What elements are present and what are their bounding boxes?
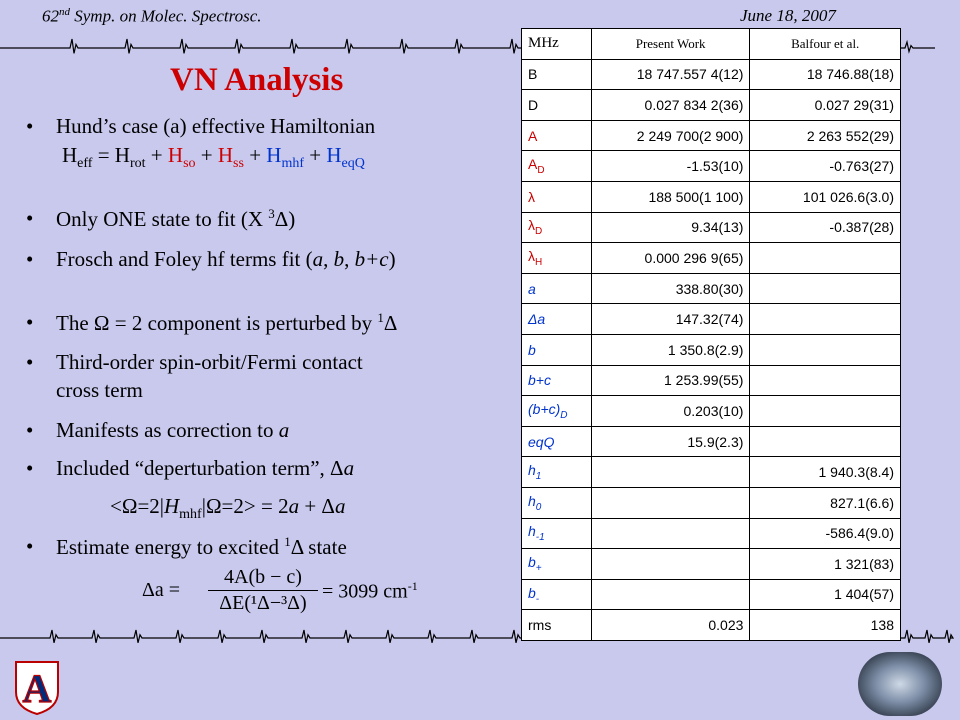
table-row <box>522 365 901 396</box>
header-conference: 62nd Symp. on Molec. Spectrosc. <box>42 6 262 26</box>
header-present-work: Present Work <box>591 29 750 60</box>
present-work-value: 0.027 834 2(36) <box>591 90 750 121</box>
formula-rhs: = 3099 cm <box>322 580 408 603</box>
present-work-value: 0.000 296 9(65) <box>591 243 750 274</box>
balfour-value: 1 404(57) <box>750 579 901 610</box>
header-date: June 18, 2007 <box>740 6 836 25</box>
table-row <box>522 426 901 457</box>
table-row <box>522 518 901 549</box>
parameter-label: Δa <box>522 304 592 335</box>
parameter-label: $b_+$ <box>522 549 592 580</box>
table-row <box>522 549 901 580</box>
bullet-third-order-cont: cross term <box>56 378 143 402</box>
university-logo <box>12 658 62 716</box>
table-row <box>522 59 901 90</box>
balfour-value: 1 940.3(8.4) <box>750 457 901 488</box>
parameter-label: $h_{-1}$ <box>522 518 592 549</box>
balfour-value: 2 263 552(29) <box>750 120 901 151</box>
parameter-label: $h_1$ <box>522 457 592 488</box>
table-row <box>522 610 901 641</box>
balfour-value <box>750 396 901 427</box>
present-work-value: 0.203(10) <box>591 396 750 427</box>
balfour-value <box>750 243 901 274</box>
present-work-value: -1.53(10) <box>591 151 750 182</box>
parameter-label: D <box>522 90 592 121</box>
parameter-label: $\lambda_D$ <box>522 212 592 243</box>
balfour-value: 138 <box>750 610 901 641</box>
parameter-label: b+c <box>522 365 592 396</box>
present-work-value: 15.9(2.3) <box>591 426 750 457</box>
table-row <box>522 487 901 518</box>
header-mhz: MHz <box>522 29 592 60</box>
present-work-value: 147.32(74) <box>591 304 750 335</box>
table-row <box>522 334 901 365</box>
table-header-row <box>522 29 901 60</box>
table-row <box>522 243 901 274</box>
parameter-label: $h_0$ <box>522 487 592 518</box>
delta-a-formula <box>142 566 418 616</box>
parameter-label: b <box>522 334 592 365</box>
balfour-value: 18 746.88(18) <box>750 59 901 90</box>
table-row <box>522 181 901 212</box>
present-work-value <box>591 487 750 518</box>
parameter-table <box>521 28 901 641</box>
present-work-value <box>591 457 750 488</box>
present-work-value <box>591 549 750 580</box>
parameter-label: $\lambda_H$ <box>522 243 592 274</box>
present-work-value: 188 500(1 100) <box>591 181 750 212</box>
parameter-label: eqQ <box>522 426 592 457</box>
balfour-value <box>750 273 901 304</box>
present-work-value: 1 350.8(2.9) <box>591 334 750 365</box>
balfour-value: -0.387(28) <box>750 212 901 243</box>
parameter-label: B <box>522 59 592 90</box>
formula-numerator: 4A(b − c) <box>224 566 302 588</box>
table-row <box>522 579 901 610</box>
balfour-value <box>750 334 901 365</box>
present-work-value <box>591 579 750 610</box>
balfour-value: 101 026.6(3.0) <box>750 181 901 212</box>
table-row <box>522 120 901 151</box>
table-row <box>522 151 901 182</box>
table-row <box>522 273 901 304</box>
table-row <box>522 457 901 488</box>
present-work-value: 18 747.557 4(12) <box>591 59 750 90</box>
balfour-value: 827.1(6.6) <box>750 487 901 518</box>
balfour-value <box>750 304 901 335</box>
present-work-value <box>591 518 750 549</box>
table-row <box>522 396 901 427</box>
present-work-value: 2 249 700(2 900) <box>591 120 750 151</box>
present-work-value: 0.023 <box>591 610 750 641</box>
hamiltonian-equation: $H_{eff} = H_{rot} + H_{so} + H_{ss} + H_{mhf} + H_{eqQ}$ <box>62 143 365 172</box>
table-row <box>522 90 901 121</box>
balfour-value: -0.763(27) <box>750 151 901 182</box>
present-work-value: 1 253.99(55) <box>591 365 750 396</box>
illustration-image <box>858 652 942 716</box>
parameter-label: $b_-$ <box>522 579 592 610</box>
matrix-element-equation: $<\Omega=2|H_{mhf}|\Omega=2> = 2a + \Delta a$ <box>110 494 346 523</box>
present-work-value: 9.34(13) <box>591 212 750 243</box>
parameter-label: $A_D$ <box>522 151 592 182</box>
table-row <box>522 212 901 243</box>
parameter-label: A <box>522 120 592 151</box>
slide-title: VN Analysis <box>170 62 344 98</box>
balfour-value: -586.4(9.0) <box>750 518 901 549</box>
parameter-label: a <box>522 273 592 304</box>
formula-denominator: ΔE(¹Δ−³Δ) <box>219 592 307 614</box>
formula-exponent: -1 <box>407 579 418 593</box>
table-row <box>522 304 901 335</box>
parameter-label: λ <box>522 181 592 212</box>
balfour-value <box>750 365 901 396</box>
balfour-value <box>750 426 901 457</box>
header-balfour: Balfour et al. <box>750 29 901 60</box>
balfour-value: 0.027 29(31) <box>750 90 901 121</box>
svg-text:A: A <box>22 666 52 711</box>
parameter-label: rms <box>522 610 592 641</box>
present-work-value: 338.80(30) <box>591 273 750 304</box>
formula-lhs: Δa = <box>142 579 181 601</box>
balfour-value: 1 321(83) <box>750 549 901 580</box>
parameter-label: $(b+c)_D$ <box>522 396 592 427</box>
